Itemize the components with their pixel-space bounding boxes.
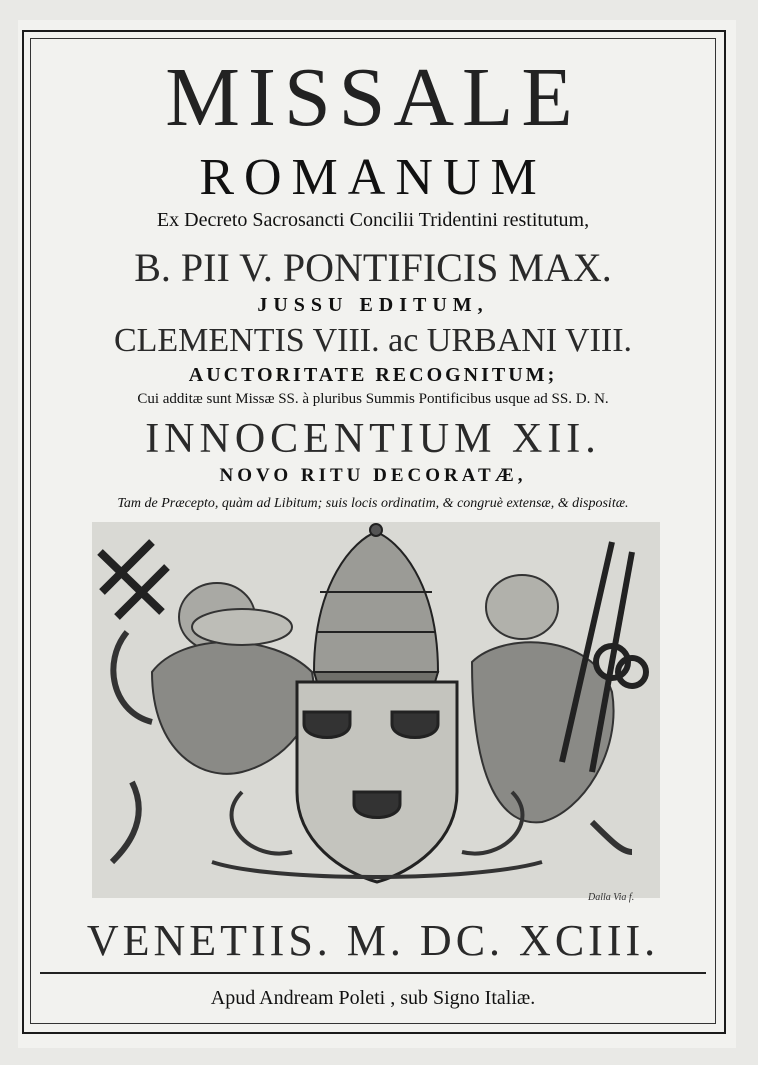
subtitle-decree: Ex Decreto Sacrosancti Concilii Tridentini restitutum, xyxy=(156,209,590,231)
subtitle-jussu: JUSSU EDITUM, xyxy=(257,294,489,316)
engraver-signature: Dalla Via f. xyxy=(588,892,635,903)
imprint-publisher: Apud Andream Poleti , sub Signo Italiæ. xyxy=(210,987,536,1009)
subtitle-additae: Cui additæ sunt Missæ SS. à pluribus Summis Pontificibus usque ad SS. D. N. xyxy=(137,391,609,407)
title-innocent-xii: INNOCENTIUM XII. xyxy=(145,416,601,462)
subtitle-auctoritate: AUCTORITATE RECOGNITUM; xyxy=(188,364,558,386)
imprint-place-date: VENETIIS. M. DC. XCIII. xyxy=(86,916,660,965)
title-missale: MISSALE xyxy=(165,51,581,144)
title-pius-v: B. PII V. PONTIFICIS MAX. xyxy=(134,245,612,290)
title-clement-urban: CLEMENTIS VIII. ac URBANI VIII. xyxy=(113,322,633,359)
subtitle-novo-ritu: NOVO RITU DECORATÆ, xyxy=(219,465,527,486)
imprint-divider xyxy=(40,972,706,974)
coat-of-arms-engraving xyxy=(92,522,660,898)
title-romanum: ROMANUM xyxy=(199,149,547,206)
subtitle-praecepto: Tam de Præcepto, quàm ad Libitum; suis locis ordinatim, & congruè extensæ, & dispositæ. xyxy=(117,496,629,511)
